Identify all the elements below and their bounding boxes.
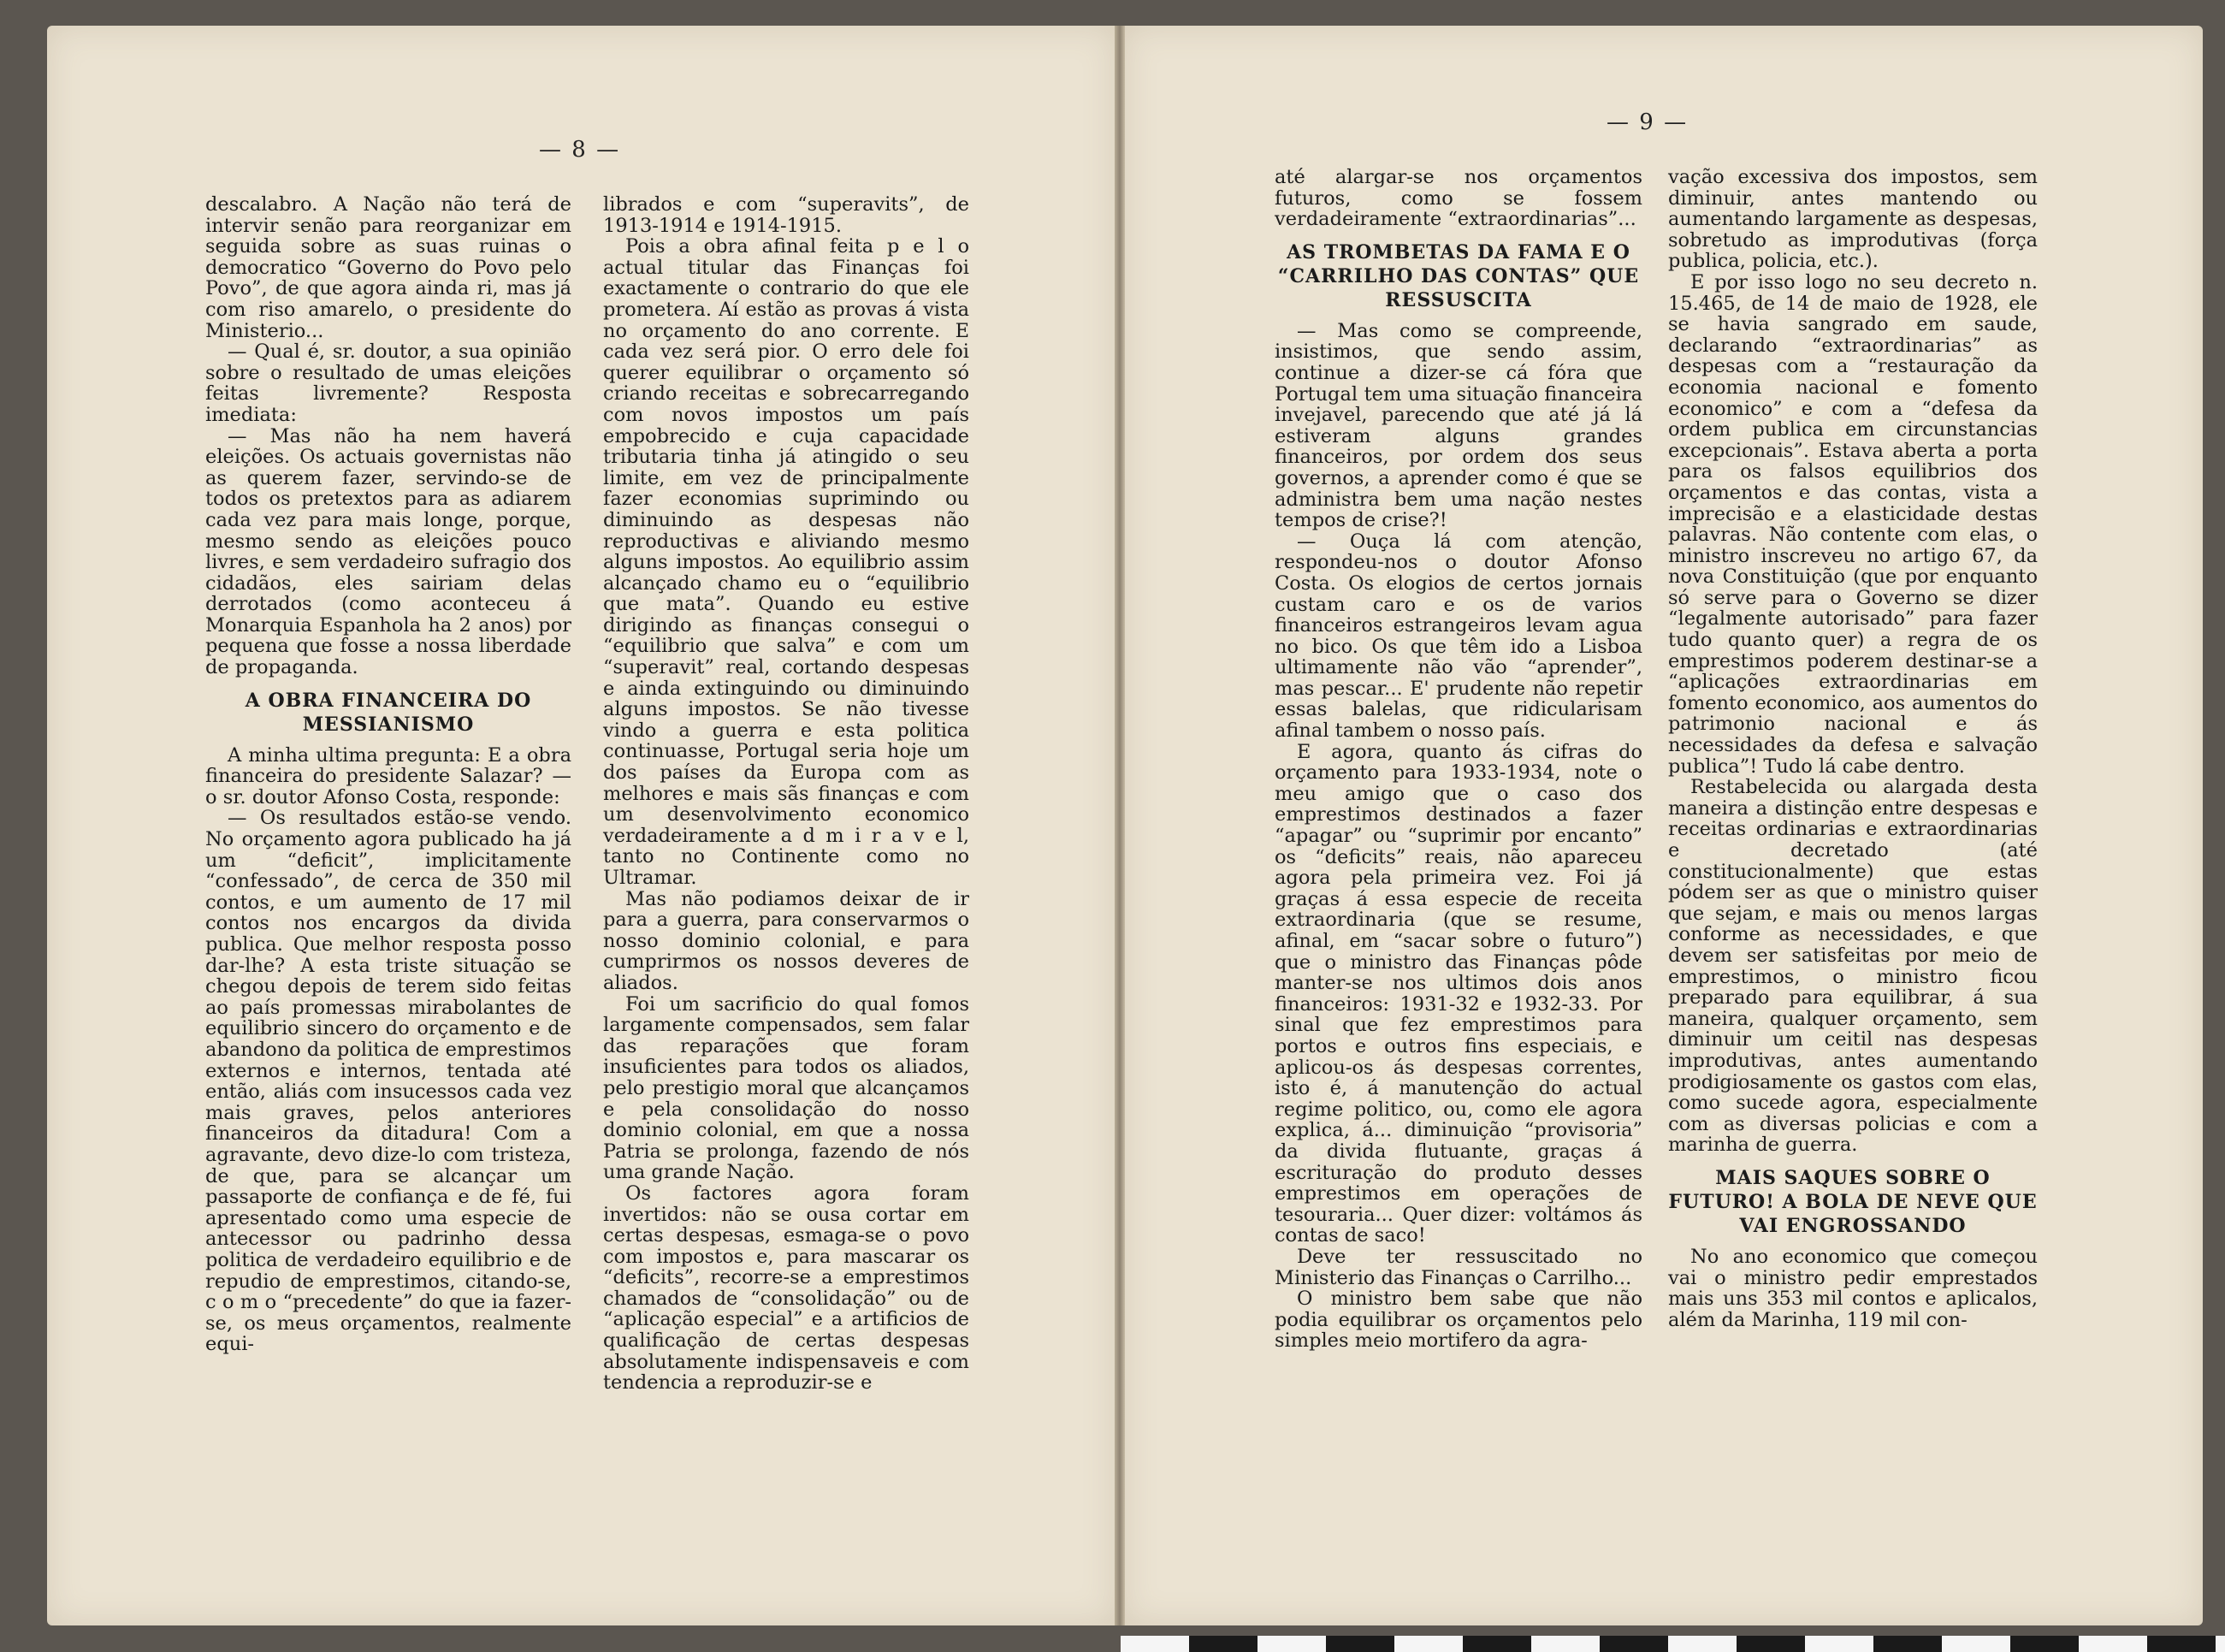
paragraph: E agora, quanto ás cifras do orçamento para 1933-1934, note o meu amigo que o caso dos emprestimos destinados a fazer “apagar” ou “suprimir por encanto” os “deficits” reais, não apareceu agora pela primeira vez. Foi já graças á essa especie de receita extraordinaria (que se resume, afinal, em “sacar sobre o futuro”) que o ministro das Finanças pôde manter-se nos ultimos dois anos financeiros: 1931-32 e 1932-33. Por sinal que fez emprestimos para portos e outros fins especiais, e aplicou-os ás despesas correntes, isto é, á manutenção do actual regime politico, ou, como ele agora explica, á... diminuição “provisoria” da divida flutuante, graças á escrituração do produto desses emprestimos em operações de tesouraria... Quer dizer: voltámos ás contas de saco!	[1275, 740, 1642, 1247]
section-heading: A OBRA FINANCEIRA DO MESSIANISMO	[245, 689, 532, 736]
paragraph: Foi um sacrificio do qual fomos largamente compensados, sem falar das reparações que foram insuficientes para todos os aliados, pelo prestigio moral que alcançamos e pela consolidação do nosso dominio colonial, em que a nossa Patria se prolonga, fazendo de nós uma grande Nação.	[603, 992, 969, 1184]
paragraph: — Qual é, sr. doutor, a sua opinião sobre o resultado de umas eleições feitas livremente? Resposta imediata:	[205, 340, 571, 426]
section-heading: AS TROMBETAS DA FAMA E O “CARRILHO DAS CONTAS” QUE RESSUSCITA	[1277, 240, 1640, 311]
left-column-1	[205, 194, 571, 1355]
paragraph: — Ouça lá com atenção, respondeu-nos o doutor Afonso Costa. Os elogios de certos jornais custam caro e os de varios financeiros estrangeiros levam agua no bico. Os que têm ido a Lisboa ultimamente não vão “aprender”, mas pescar... E' prudente não repetir essas balelas, que ridicularisam afinal tambem o nosso país.	[1275, 530, 1642, 743]
color-scale-bar	[1121, 1636, 2225, 1652]
paragraph: — Mas não ha nem haverá eleições. Os actuais governistas não as querem fazer, servindo-se de todos os pretextos para as adiarem cada vez para mais longe, porque, mesmo sendo as eleições pouco livres, e sem verdadeiro sufragio dos cidadãos, eles sairiam delas derrotados (como aconteceu á Monarquia Espanhola ha 2 anos) por pequena que fosse a nossa liberdade de propaganda.	[205, 424, 571, 679]
page-number-left: — 8 —	[539, 137, 621, 163]
paragraph: Restabelecida ou alargada desta maneira a distinção entre despesas e receitas ordinarias e extraordinarias e decretado (até constitucionalmente) que estas pódem ser as que o ministro quiser que sejam, e mais ou menos largas conforme as necessidades, e que devem ser satisfeitas por meio de emprestimos, o ministro ficou preparado para equilibrar, á sua maneira, qualquer orçamento, sem diminuir um ceitil nas despesas improdutivas, antes aumentando prodigiosamente os gastos com elas, como sucede agora, especialmente com as diversas policias e com a marinha de guerra.	[1668, 776, 2038, 1157]
page-number-right: — 9 —	[1607, 110, 1689, 135]
paragraph: Os factores agora foram invertidos: não se ousa cortar em certas despesas, esmaga-se o povo com impostos e, para mascarar os “deficits”, recorre-se a emprestimos chamados de “consolidação” ou de “aplicação especial” e a artificios de qualificação de certas despesas absolutamente indispensaveis e com tendencia a reproduzir-se e	[603, 1181, 969, 1394]
left-column-2	[603, 194, 969, 1394]
paragraph: No ano economico que começou vai o ministro pedir emprestados mais uns 353 mil contos e aplicalos, além da Marinha, 119 mil con-	[1668, 1245, 2038, 1331]
paragraph: vação excessiva dos impostos, sem diminuir, antes mantendo ou aumentando largamente as despesas, sobretudo as improdutivas (força publica, policia, etc.).	[1668, 166, 2038, 273]
paragraph: Deve ter ressuscitado no Ministerio das Finanças o Carrilho...	[1275, 1245, 1642, 1289]
paragraph: O ministro bem sabe que não podia equilibrar os orçamentos pelo simples meio mortifero da agra-	[1275, 1288, 1642, 1353]
paragraph: librados e com “superavits”, de 1913-1914 e 1914-1915.	[603, 193, 969, 237]
paragraph: A minha ultima pregunta: E a obra financeira do presidente Salazar? — o sr. doutor Afonso Costa, responde:	[205, 743, 571, 808]
book-spine	[1115, 26, 1125, 1625]
paragraph: até alargar-se nos orçamentos futuros, como se fossem verdadeiramente “extraordinarias”...	[1275, 166, 1642, 231]
paragraph: E por isso logo no seu decreto n. 15.465, de 14 de maio de 1928, ele se havia sangrado em saude, declarando “extraordinarias” as despesas com a “restauração da economia nacional e fomento economico” e com a “defesa da ordem publica em circunstancias excepcionais”. Estava aberta a porta para os falsos equilibrios dos orçamentos e das contas, vista a imprecisão e a elasticidade destas palavras. Não contente com elas, o ministro inscreveu no artigo 67, da nova Constituição (que por enquanto só serve para o Governo se dizer “legalmente autorisado” para fazer tudo quanto quer) a regra de os emprestimos poderem destinar-se a “aplicações extraordinarias em fomento economico, aos aumentos do patrimonio nacional e ás necessidades da defesa e salvação publica”! Tudo lá cabe dentro.	[1668, 270, 2038, 778]
paragraph: Pois a obra afinal feita p e l o actual titular das Finanças foi exactamente o contrario do que ele prometera. Aí estão as provas á vista no orçamento do ano corrente. E cada vez será pior. O erro dele foi querer equilibrar o orçamento só criando receitas e sobrecarregando com novos impostos um país empobrecido e cuja capacidade tributaria tinha já atingido o seu limite, em vez de principalmente fazer economias suprimindo ou diminuindo as despesas não reproductivas e aliviando mesmo alguns impostos. Ao equilibrio assim alcançado chamo eu o “equilibrio que mata”. Quando eu estive dirigindo as finanças consegui o “equilibrio que salva” e com um “superavit” real, cortando despesas e ainda extinguindo ou diminuindo alguns impostos. Se não tivesse vindo a guerra e esta politica continuasse, Portugal seria hoje um dos países da Europa com as melhores e mais sãs finanças e com um desenvolvimento economico verdadeiramente a d m i r a v e l, tanto no Continente como no Ultramar.	[603, 235, 969, 889]
section-heading: MAIS SAQUES SOBRE O FUTURO! A BOLA DE NEVE QUE VAI ENGROSSANDO	[1668, 1166, 2038, 1237]
paragraph: — Mas como se compreende, insistimos, que sendo assim, continue a dizer-se cá fóra que Portugal tem uma situação financeira invejavel, parecendo que até já lá estiveram alguns grandes financeiros, por ordem dos seus governos, a aprender como é que se administra bem uma nação nestes tempos de crise?!	[1275, 319, 1642, 532]
right-column-1	[1275, 167, 1642, 1352]
paragraph: — Os resultados estão-se vendo. No orçamento agora publicado ha já um “deficit”, implicitamente “confessado”, de cerca de 350 mil contos, e um aumento de 17 mil contos nos encargos da divida publica. Que melhor resposta posso dar-lhe? A esta triste situação se chegou depois de terem sido feitas ao país promessas mirabolantes de equilibrio sincero do orçamento e de abandono da politica de emprestimos externos e internos, tentada até então, aliás com insucessos cada vez mais graves, pelos anteriores financeiros da ditadura! Com a agravante, devo dize-lo com tristeza, de que, para se alcançar um passaporte de confiança e de fé, fui apresentado como uma especie de antecessor ou padrinho dessa politica de verdadeiro equilibrio e de repudio de emprestimos, citando-se, c o m o “precedente” do que ia fazer-se, os meus orçamentos, realmente equi-	[205, 807, 571, 1356]
paragraph: descalabro. A Nação não terá de intervir senão para reorganizar em seguida sobre as suas ruinas o democratico “Governo do Povo pelo Povo”, de que agora ainda ri, mas já com riso amarelo, o presidente do Ministerio...	[205, 193, 571, 342]
paragraph: Mas não podiamos deixar de ir para a guerra, para conservarmos o nosso dominio colonial, e para cumprirmos os nossos deveres de aliados.	[603, 887, 969, 994]
right-column-2	[1668, 167, 2038, 1330]
